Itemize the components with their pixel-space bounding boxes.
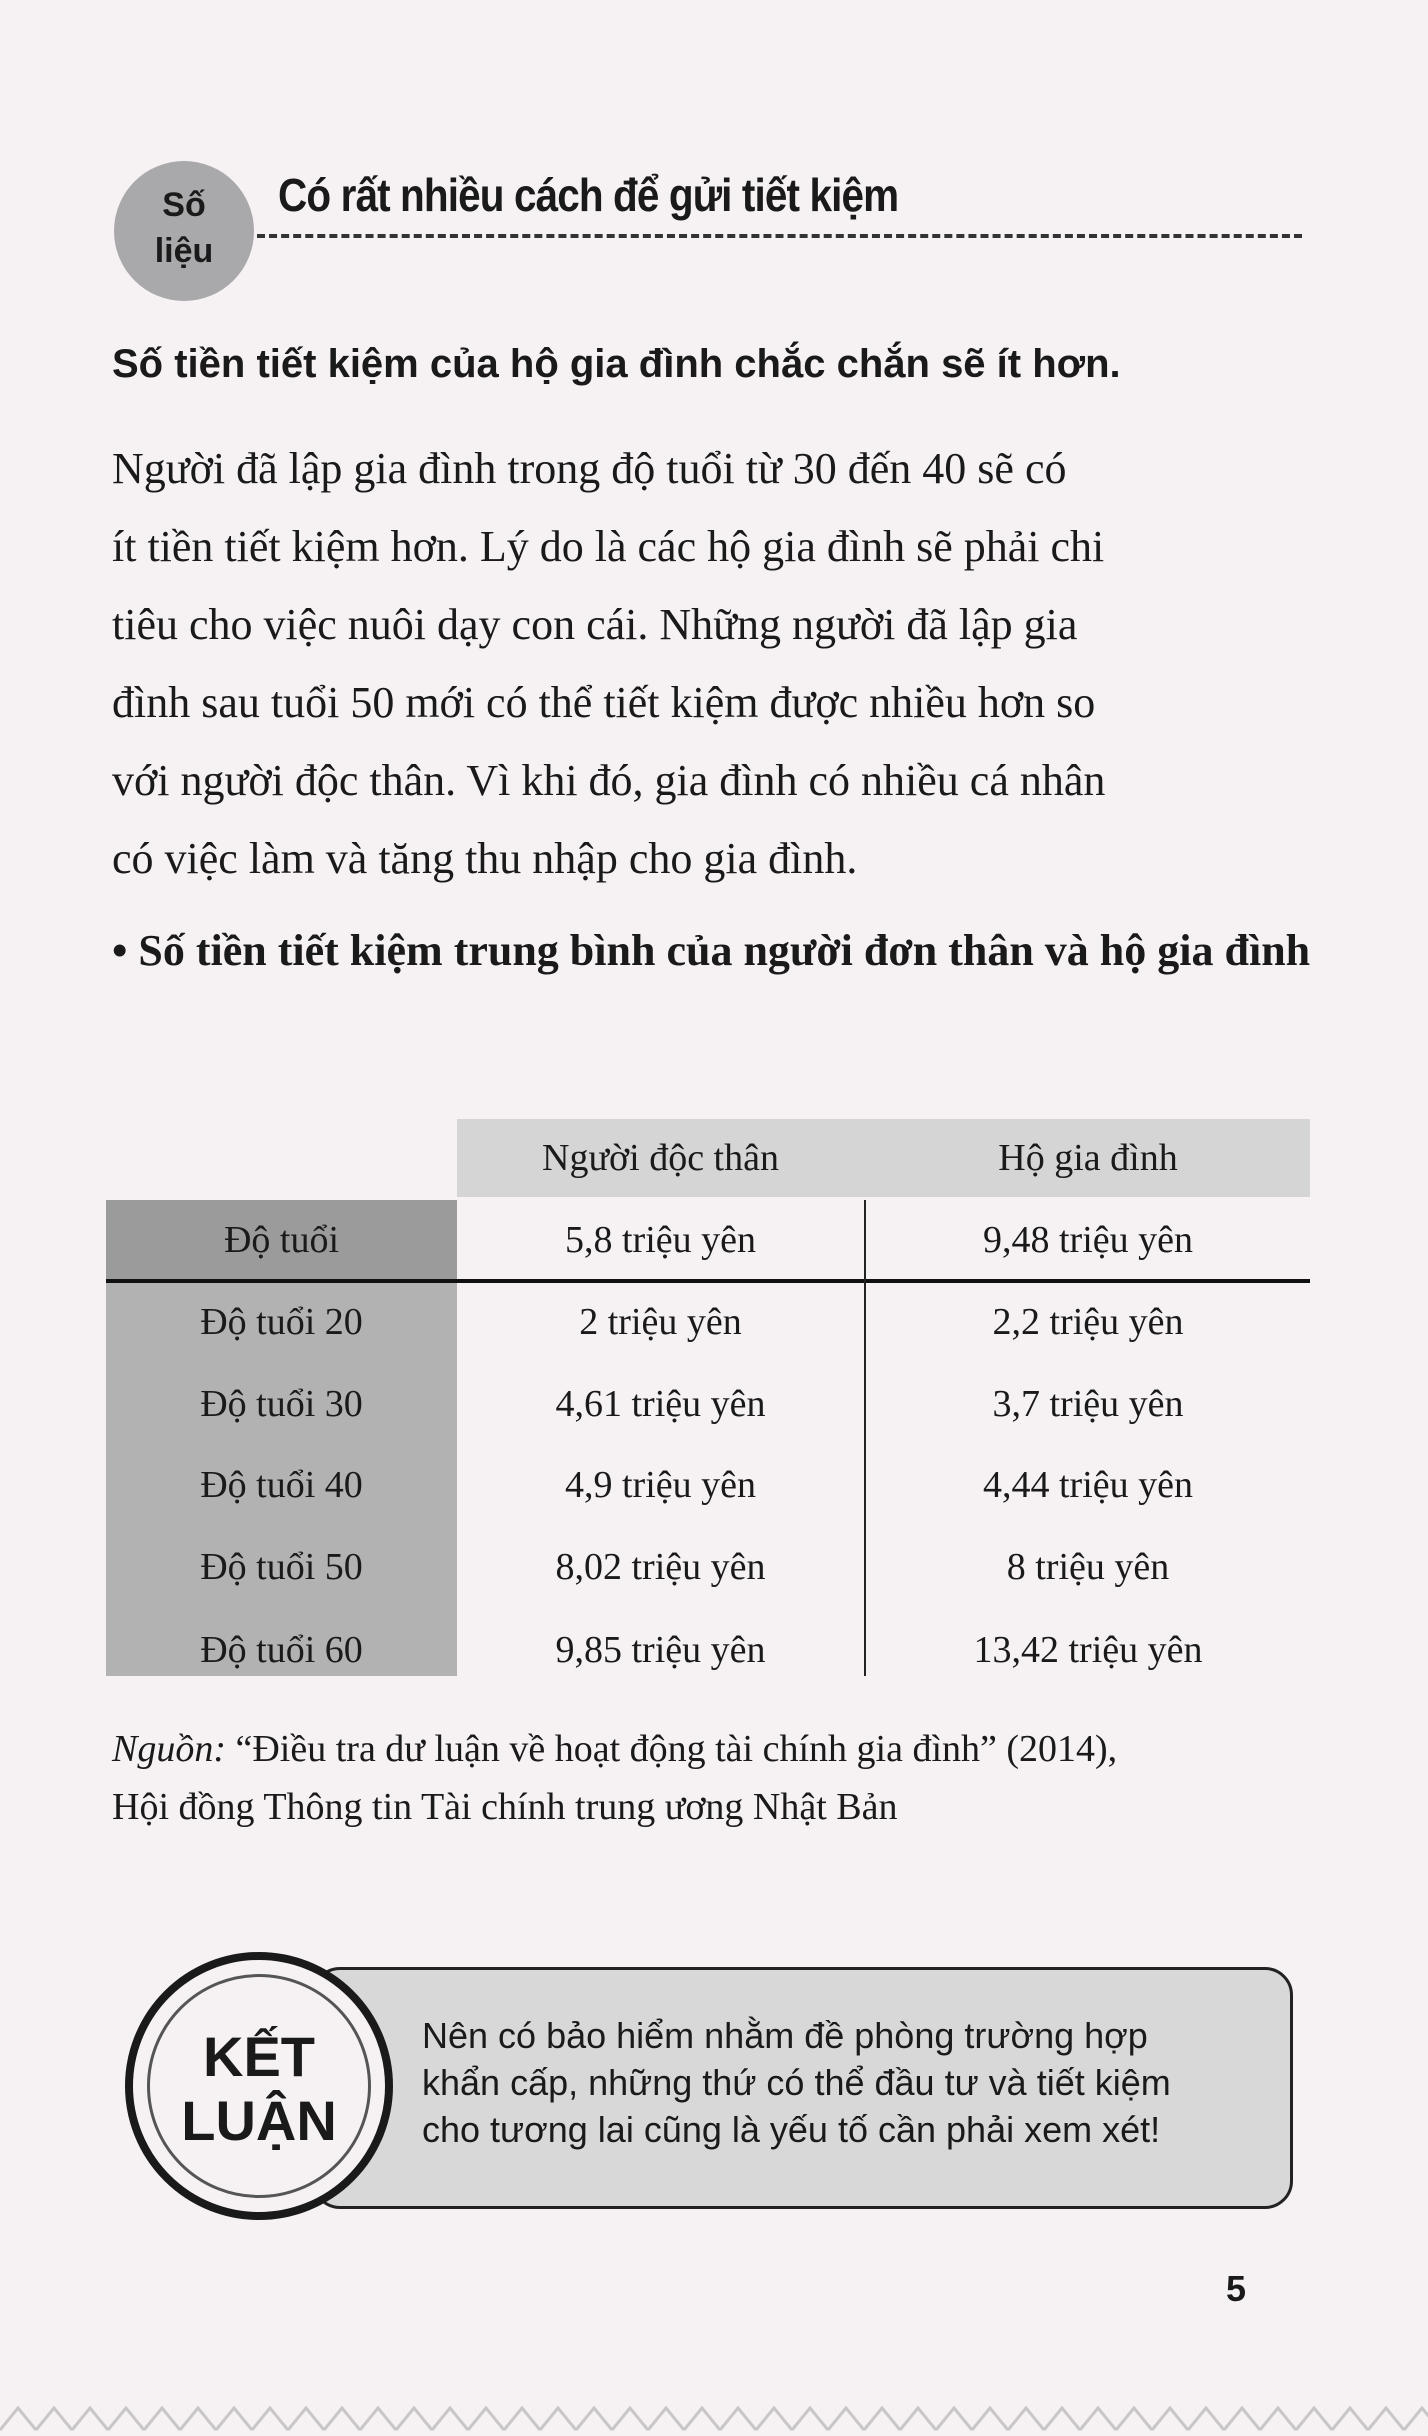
body-paragraph [112, 430, 1312, 898]
conclusion-label [125, 2025, 393, 2153]
dashed-divider [257, 234, 1302, 238]
age-cell: Độ tuổi 40 [200, 1464, 363, 1506]
age-cell: Độ tuổi 50 [200, 1546, 363, 1588]
header-rule [106, 1279, 1310, 1283]
single-cell: 4,9 triệu yên [564, 1464, 756, 1506]
paragraph-line: có việc làm và tăng thu nhập cho gia đình. [112, 834, 858, 883]
source-note [112, 1720, 1117, 1836]
conclusion-label-line: KẾT [203, 2025, 315, 2088]
single-cell: 8,02 triệu yên [555, 1546, 766, 1588]
table-heading: • Số tiền tiết kiệm trung bình của người đơn thân và hộ gia đình [112, 926, 1311, 975]
household-cell: 13,42 triệu yên [973, 1629, 1203, 1671]
age-column-bg [106, 1200, 457, 1676]
household-cell: 8 triệu yên [1006, 1546, 1170, 1588]
badge-line: Số [162, 186, 206, 224]
source-line2: Hội đồng Thông tin Tài chính trung ương Nhật Bản [112, 1786, 898, 1828]
source-line1: “Điều tra dư luận về hoạt động tài chính gia đình” (2014), [226, 1728, 1118, 1770]
bottom-border-decoration [0, 2400, 1428, 2436]
paragraph-line: Người đã lập gia đình trong độ tuổi từ 30 đến 40 sẽ có [112, 444, 1067, 493]
paragraph-line: tiêu cho việc nuôi dạy con cái. Những người đã lập gia [112, 600, 1078, 649]
page-number: 5 [1226, 2268, 1247, 2309]
household-cell: 9,48 triệu yên [982, 1219, 1193, 1261]
age-cell: Độ tuổi 20 [200, 1301, 363, 1343]
column-divider [864, 1200, 866, 1676]
subheading: Số tiền tiết kiệm của hộ gia đình chắc chắn sẽ ít hơn. [112, 342, 1121, 386]
conclusion-label-line: LUẬN [181, 2089, 337, 2152]
household-cell: 3,7 triệu yên [992, 1383, 1184, 1425]
conclusion-text [422, 2012, 1171, 2153]
household-cell: 2,2 triệu yên [992, 1301, 1184, 1343]
section-badge [114, 161, 254, 301]
section-title: Có rất nhiều cách để gửi tiết kiệm [278, 169, 899, 221]
header-household: Hộ gia đình [998, 1137, 1178, 1179]
age-cell: Độ tuổi [223, 1219, 340, 1261]
badge-line: liệu [154, 232, 214, 270]
age-cell: Độ tuổi 30 [200, 1383, 363, 1425]
household-cell: 4,44 triệu yên [982, 1464, 1193, 1506]
header-single: Người độc thân [542, 1137, 779, 1179]
conclusion-line: Nên có bảo hiểm nhằm đề phòng trường hợp [422, 2015, 1148, 2056]
conclusion-line: khẩn cấp, những thứ có thể đầu tư và tiết kiệm [422, 2062, 1171, 2103]
source-label: Nguồn: [112, 1728, 226, 1770]
single-cell: 5,8 triệu yên [564, 1219, 756, 1261]
conclusion-line: cho tương lai cũng là yếu tố cần phải xem xét! [422, 2109, 1161, 2150]
single-cell: 2 triệu yên [579, 1301, 742, 1343]
single-cell: 4,61 triệu yên [555, 1383, 766, 1425]
single-cell: 9,85 triệu yên [555, 1629, 766, 1671]
paragraph-line: với người độc thân. Vì khi đó, gia đình có nhiều cá nhân [112, 756, 1106, 805]
age-cell: Độ tuổi 60 [200, 1629, 363, 1671]
paragraph-line: đình sau tuổi 50 mới có thể tiết kiệm được nhiều hơn so [112, 678, 1096, 727]
paragraph-line: ít tiền tiết kiệm hơn. Lý do là các hộ gia đình sẽ phải chi [112, 522, 1105, 571]
